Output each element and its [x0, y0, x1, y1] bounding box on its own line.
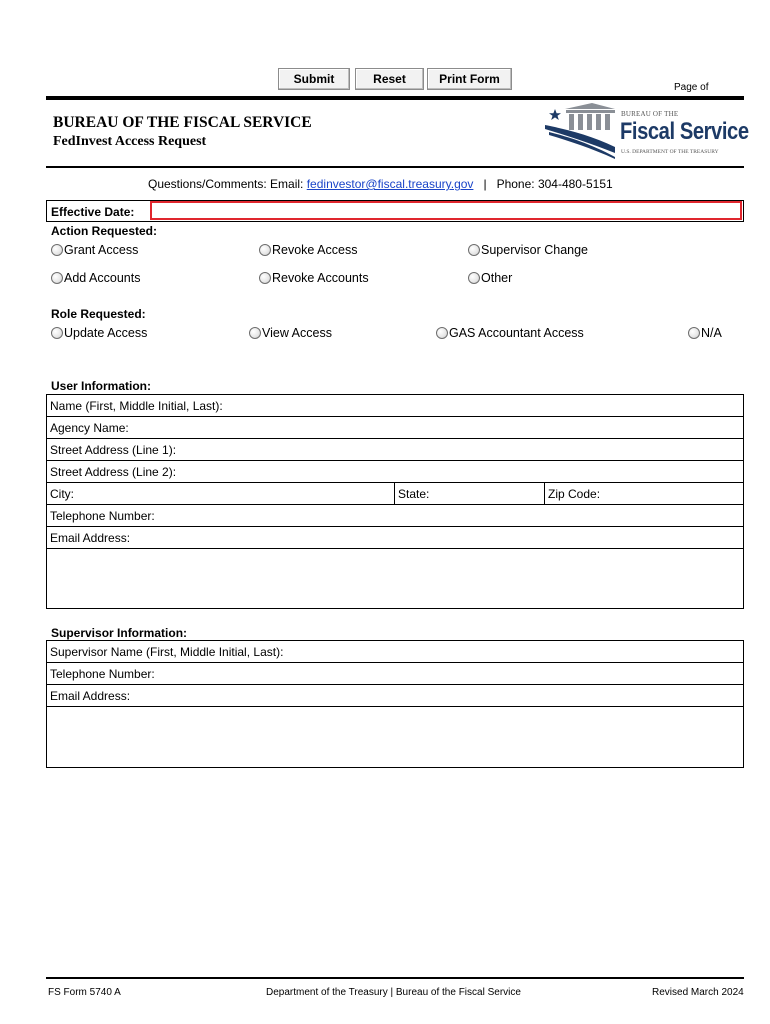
- user-email-field[interactable]: Email Address:: [47, 527, 743, 549]
- state-field[interactable]: State:: [395, 483, 545, 505]
- logo-sub-text: U.S. DEPARTMENT OF THE TREASURY: [621, 149, 719, 155]
- header-bottom-rule: [46, 166, 744, 168]
- revised-date: Revised March 2024: [652, 987, 744, 998]
- supervisor-name-field[interactable]: Supervisor Name (First, Middle Initial, Last):: [47, 641, 743, 663]
- radio-gas-accountant-access[interactable]: GAS Accountant Access: [436, 326, 584, 340]
- logo-main-text: Fiscal Service: [620, 118, 749, 145]
- radio-circle-icon: [51, 272, 63, 284]
- form-title: FedInvest Access Request: [53, 134, 207, 149]
- supervisor-telephone-field[interactable]: Telephone Number:: [47, 663, 743, 685]
- street-address-1-field[interactable]: Street Address (Line 1):: [47, 439, 743, 461]
- user-telephone-field[interactable]: Telephone Number:: [47, 505, 743, 527]
- bureau-title: BUREAU OF THE FISCAL SERVICE: [53, 114, 312, 131]
- user-information-table: [46, 394, 744, 609]
- radio-other[interactable]: Other: [468, 271, 512, 285]
- contact-email-link[interactable]: fedinvestor@fiscal.treasury.gov: [306, 177, 474, 191]
- action-requested-label: Action Requested:: [51, 224, 158, 238]
- role-requested-label: Role Requested:: [51, 307, 146, 321]
- contact-prefix: Questions/Comments: Email:: [148, 177, 307, 191]
- supervisor-email-field[interactable]: Email Address:: [47, 685, 743, 707]
- radio-circle-icon: [468, 244, 480, 256]
- city-field[interactable]: City:: [47, 483, 395, 505]
- user-information-label: User Information:: [51, 379, 152, 393]
- radio-circle-icon: [249, 327, 261, 339]
- radio-update-access[interactable]: Update Access: [51, 326, 147, 340]
- form-number: FS Form 5740 A: [48, 987, 121, 998]
- effective-date-label: Effective Date:: [51, 205, 135, 219]
- logo-top-text: BUREAU OF THE: [621, 110, 679, 118]
- radio-circle-icon: [688, 327, 700, 339]
- print-form-button[interactable]: Print Form: [427, 68, 512, 90]
- effective-date-input[interactable]: [150, 201, 742, 220]
- contact-separator: |: [483, 177, 487, 191]
- submit-button[interactable]: Submit: [278, 68, 350, 90]
- radio-circle-icon: [259, 272, 271, 284]
- agency-name-field[interactable]: Agency Name:: [47, 417, 743, 439]
- zip-code-field[interactable]: Zip Code:: [548, 487, 601, 501]
- street-address-2-field[interactable]: Street Address (Line 2):: [47, 461, 743, 483]
- header-rule: [46, 96, 744, 100]
- radio-grant-access[interactable]: Grant Access: [51, 243, 138, 257]
- radio-circle-icon: [468, 272, 480, 284]
- user-notes-area[interactable]: [47, 549, 743, 608]
- user-name-field[interactable]: Name (First, Middle Initial, Last):: [47, 395, 743, 417]
- supervisor-information-table: [46, 640, 744, 768]
- radio-circle-icon: [51, 244, 63, 256]
- contact-phone: Phone: 304-480-5151: [496, 177, 613, 191]
- radio-circle-icon: [51, 327, 63, 339]
- page-indicator: Page of: [674, 82, 709, 93]
- reset-button[interactable]: Reset: [355, 68, 424, 90]
- radio-circle-icon: [436, 327, 448, 339]
- fiscal-service-logo: [545, 101, 749, 161]
- supervisor-information-label: Supervisor Information:: [51, 626, 188, 640]
- radio-view-access[interactable]: View Access: [249, 326, 332, 340]
- radio-circle-icon: [259, 244, 271, 256]
- radio-revoke-accounts[interactable]: Revoke Accounts: [259, 271, 369, 285]
- footer-department: Department of the Treasury | Bureau of the Fiscal Service: [266, 987, 521, 998]
- contact-line: [148, 177, 613, 191]
- supervisor-notes-area[interactable]: [47, 707, 743, 767]
- radio-revoke-access[interactable]: Revoke Access: [259, 243, 357, 257]
- radio-na[interactable]: N/A: [688, 326, 722, 340]
- city-state-zip-row: [47, 483, 743, 505]
- footer-rule: [46, 977, 744, 979]
- radio-add-accounts[interactable]: Add Accounts: [51, 271, 140, 285]
- radio-supervisor-change[interactable]: Supervisor Change: [468, 243, 588, 257]
